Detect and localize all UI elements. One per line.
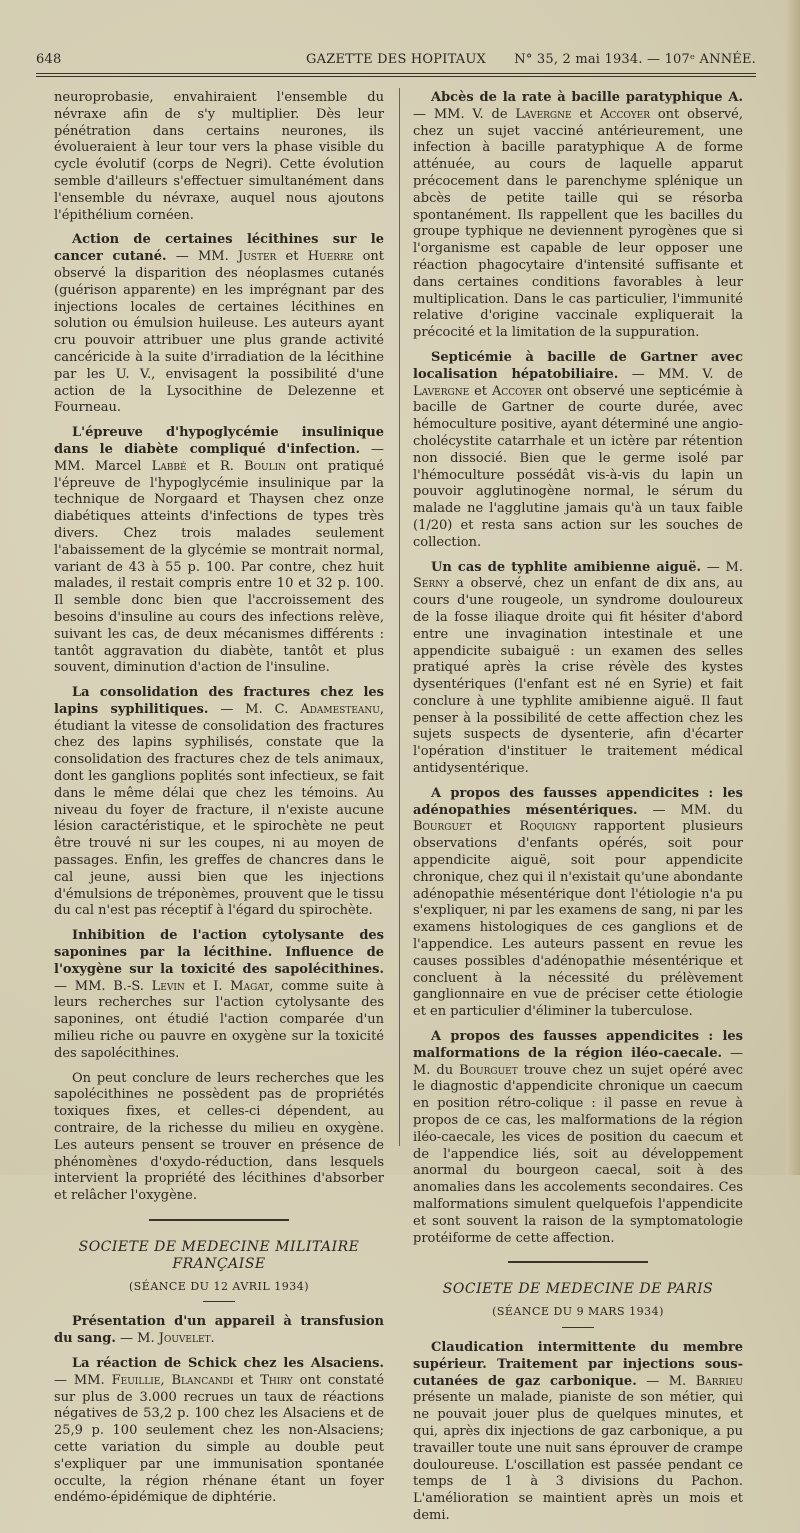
article-transfusion (54, 1314, 384, 1348)
society-name: SOCIETE DE MEDECINE DE PARIS (442, 1281, 714, 1298)
separator: — MM. (54, 1372, 112, 1388)
text: et (233, 1372, 261, 1388)
article-title: Septicémie à bacille de Gartner avec localisation hépatobiliaire. (413, 349, 743, 382)
separator: — (166, 249, 198, 265)
author-name: Blancandi (171, 1372, 234, 1388)
paragraph-text: , comme suite à leurs recherches sur l'action cytolysante des saponines, ont étudié l'action comparée d'un milieu riche ou pauvre en oxygène sur la toxicité des sapolécithines. (54, 978, 384, 1061)
article-saponines (54, 928, 384, 1062)
article-abces-rate (413, 90, 743, 342)
short-rule (562, 1327, 594, 1328)
author-name: Bourguet (413, 819, 472, 835)
section-rule (149, 1219, 289, 1221)
separator: — MM. V. de (413, 106, 516, 122)
separator: — M. du (413, 1045, 743, 1078)
article-title: Présentation d'un appareil à transfusion du sang. (54, 1314, 384, 1347)
article-adenopathies (413, 786, 743, 1021)
paragraph-text: , étudiant la vitesse de consolidation des fractures chez des lapins syphilisés, constate que la consolidation des fractures chez de tels animaux, dont les ganglions poplités sont infectieux, se fait dans le même délai que chez les témoins. Au niveau du foyer de fracture, il n'existe aucune lésion caractéristique, et le spirochète ne peut être trouvé ni sur les coupes, ni au moyen de passages. Enfin, les greffes de chancres dans le cal jeune, aussi bien que les injections d'émulsions de tréponèmes, prouvent que le tissu du cal n'est pas réceptif à l'égard du spirochète. (54, 701, 384, 919)
session-date: (SÉANCE DU 12 AVRIL 1934) (128, 1279, 309, 1293)
article-schick (54, 1356, 384, 1507)
column-divider (399, 88, 400, 1146)
author-name: Thiry (260, 1372, 293, 1388)
article-hypoglycemie (54, 425, 384, 677)
header-rule (36, 73, 756, 74)
separator: — M. (701, 559, 743, 575)
author-name: Magat (230, 978, 270, 994)
text: , (160, 1372, 172, 1388)
article-title: La consolidation des fractures chez les lapins syphilitiques. (54, 685, 384, 717)
paragraph-text: présente un malade, pianiste de son métier, qui ne pouvait jouer plus de quelques minutes, et qui, après dix injections de gaz carbonique, a pu travailler toute une nuit sans éprouver de crampe douloureuse. L'oscillation est passée pendant ce temps de 1 à 3 divisions du Pachon. L'amélioration se maintient après un mois et demi. (413, 1390, 743, 1523)
author-name: Accoyer (600, 106, 650, 122)
separator: — MM. du (637, 802, 743, 818)
article-lecithines-cancer (54, 232, 384, 417)
article-title: La réaction de Schick chez les Alsaciens. (72, 1355, 384, 1371)
article-title: Inhibition de l'action cytolysante des saponines par la lécithine. Influence de l'oxygène sur la toxicité des sapolécithines. (54, 928, 384, 977)
left-column (54, 90, 384, 1515)
paragraph-text: neuroprobasie, envahiraient l'ensemble du névraxe afin de s'y multiplier. Dès leur pénétration dans certains neurones, ils évolueraient à leur tour vers la phase visible du cycle évolutif (corps de Negri). Cette évolution semble d'ailleurs s'effectuer simultanément dans l'ensemble du névraxe, auquel nous ajoutons l'épithélium cornéen. (54, 90, 384, 223)
article-malformations (413, 1029, 743, 1247)
author-name: Bourguet (459, 1062, 518, 1078)
paragraph-text: On peut conclure de leurs recherches que les sapolécithines ne possèdent pas de propriétés toxiques fixes, et celles-ci dépendent, au contraire, de la richesse du milieu en oxygène. Les auteurs pensent se trouver en présence de phénomènes d'oxydo-réduction, dans lesquels intervient la propriété des lécithines d'absorber et relâcher l'oxygène. (54, 1070, 384, 1204)
society-name: SOCIETE DE MEDECINE MILITAIRE FRANÇAISE (78, 1239, 360, 1272)
paragraph-text: ont observé une septicémie à bacille de Gartner de courte durée, avec hémoculture positive, ayant déterminé une angio-cholécystite catarrhale et un ictère par rétention non dissocié. Bien que le germe isolé par l'hémoculture possédât vis-à-vis du lapin un pouvoir agglutinogène normal, le sérum du malade ne l'agglutine jamais qu'à un taux faible (1/20) et resta sans action sur les souches de collection. (413, 383, 744, 550)
article-title: Claudication intermittente du membre supérieur. Traitement par injections sous-cutanées de gaz carbonique. (413, 1339, 743, 1389)
paragraph-text: a observé, chez un enfant de dix ans, au cours d'une rougeole, un syndrome douloureux de la fosse iliaque droite qui fit hésiter d'abord entre une invagination intestinale et une appendicite subaiguë : un examen des selles pratiqué après la crise révèle des kystes dysentériques (l'enfant est né en Syrie) et fait conclure à une typhlite amibienne aiguë. Il faut penser à la possibilité de cette affection chez les sujets suspects de dysenterie, afin d'écarter l'opération d'instituer le traitement médical antidysentérique. (413, 576, 743, 777)
article-septicemie-gartner (413, 350, 743, 552)
paragraph-text: ont constaté sur plus de 3.000 recrues un taux de réactions négatives de 53,2 p. 100 chez les Alsaciens et de 25,9 p. 100 seulement chez les non-Alsaciens; cette variation du simple au double peut s'expliquer par une immunisation spontanée occulte, la région rhénane étant un foyer endémo-épidémique de diphtérie. (54, 1372, 385, 1506)
author-name: Roquigny (519, 819, 577, 835)
author-name: Serny (413, 576, 450, 592)
article-fractures-lapins (54, 685, 384, 920)
society-heading-military (54, 1239, 384, 1295)
short-rule (203, 1301, 235, 1302)
text: et R. (186, 458, 245, 474)
paragraph-text: ont observé, chez un sujet vacciné antérieurement, une infection à bacille paratyphique A de forme atténuée, au cours de laquelle apparut précocement dans le parenchyme splénique un abcès de petite taille qui se résorba spontanément. Ils rappellent que les bacilles du groupe typhique ne deviennent pyrogènes que si l'organisme est capable de leur opposer une réaction phagocytaire d'intensité suffisante et dans certaines conditions favorables à leur multiplication. Dans le cas particulier, l'immunité relative d'origine vaccinale expliquerait la précocité et la limitation de la suppuration. (413, 106, 744, 341)
article-continuation (54, 90, 384, 224)
text: et I. (184, 978, 231, 994)
issue-info: N° 35, 2 mai 1934. — 107ᵉ ANNÉE. (514, 52, 756, 67)
separator: — MM. B.-S. (54, 978, 152, 994)
author-name: Juster (238, 249, 277, 265)
text: . (210, 1331, 215, 1347)
author-name: Huerre (307, 249, 354, 265)
text: et (471, 819, 520, 835)
author-name: Barrieu (695, 1373, 744, 1389)
author-name: Feuillie (111, 1372, 161, 1388)
article-title: Abcès de la rate à bacille paratyphique A. (431, 90, 743, 105)
page-number: 648 (36, 52, 62, 67)
author-name: Levin (151, 978, 185, 994)
text: MM. (198, 249, 238, 265)
separator: — MM. Marcel (54, 441, 384, 474)
paragraph-text: ont pratiqué l'épreuve de l'hypoglycémie insulinique par la technique de Norgaard et Thaysen chez onze diabétiques atteints d'infections de types très divers. Chez trois malades seulement l'abaissement de la glycémie se montrait normal, variant de 43 à 55 p. 100. Par contre, chez huit malades, il restait compris entre 10 et 32 p. 100. Il semble donc bien que l'accroissement des besoins d'insuline au cours des infections relève, suivant les cas, de deux mécanismes différents : tantôt aggravation du diabète, tantôt et plus souvent, diminution d'action de l'insuline. (54, 458, 384, 676)
running-header (36, 52, 756, 72)
article-title: A propos des fausses appendicites : les adénopathies mésentériques. (413, 785, 743, 818)
journal-title: GAZETTE DES HOPITAUX (306, 52, 486, 67)
separator: — MM. V. de (618, 366, 744, 382)
author-name: Labbé (151, 458, 187, 474)
article-title: A propos des fausses appendicites : les malformations de la région iléo-caecale. (413, 1029, 743, 1061)
paragraph-text: trouve chez un sujet opéré avec le diagnostic d'appendicite chronique un caecum en position rétro-colique : il passe en revue à propos de ce cas, les malformations de la région iléo-caecale, les vices de position du caecum et de l'appendice liés, soit au développement anormal du bourgeon caecal, soit à des anomalies dans les accolements secondaires. Ces malformations simulent quelquefois l'appendicite et sont souvent la raison de la symptomatologie protéiforme de cette affection. (413, 1062, 743, 1246)
article-title: Un cas de typhlite amibienne aiguë. (431, 559, 702, 575)
article-saponines-conclusion (54, 1071, 384, 1205)
section-rule (508, 1261, 648, 1263)
paragraph-text: rapportent plusieurs observations d'enfants opérés, soit pour appendicite aiguë, soit pour appendicite chronique, chez qui il n'existait qu'une abondante adénopathie mésentérique dont l'étiologie n'a pu s'expliquer, ni par les examens de sang, ni par les examens histologiques de ces ganglions et de l'appendice. Les auteurs passent en revue les causes possibles d'adénopathie mésentérique et concluent à la nécessité du prélèvement ganglionnaire en vue de préciser cette étiologie et en particulier d'éliminer la tuberculose. (413, 819, 743, 1020)
article-title: L'épreuve d'hypoglycémie insulinique dans le diabète compliqué d'infection. (54, 425, 384, 457)
author-name: Lavergne (515, 106, 572, 122)
separator: — M. C. (208, 701, 301, 717)
text: et (469, 383, 492, 399)
paragraph-text: ont observé la disparition des néoplasmes cutanés (guérison apparente) en les imprégnant par des injections locales de certaines lécithines en solution ou émulsion huileuse. Les auteurs ayant cru pouvoir attribuer une plus grande activité cancéricide à la suite d'irradiation de la lécithine par les U. V., envisagent la possibilité d'une action de la Lysocithine de Delezenne et Fourneau. (54, 249, 385, 416)
author-name: Lavergne (413, 383, 470, 399)
article-claudication (413, 1340, 743, 1525)
society-heading-paris (413, 1281, 743, 1321)
author-name: Boulin (244, 458, 287, 474)
text: et (571, 106, 601, 122)
article-title: Action de certaines lécithines sur le cancer cutané. (54, 232, 384, 265)
header-rule-double (36, 76, 756, 77)
author-name: Accoyer (491, 383, 542, 399)
page-edge (786, 0, 800, 1175)
article-typhlite (413, 560, 743, 778)
separator: — M. (636, 1373, 696, 1389)
text: et (276, 249, 308, 265)
session-date: (SÉANCE DU 9 MARS 1934) (492, 1305, 664, 1319)
author-name: Jouvelet (158, 1331, 211, 1347)
separator: — M. (115, 1331, 159, 1347)
right-column (413, 90, 743, 1533)
author-name: Adamesteanu (300, 701, 380, 717)
